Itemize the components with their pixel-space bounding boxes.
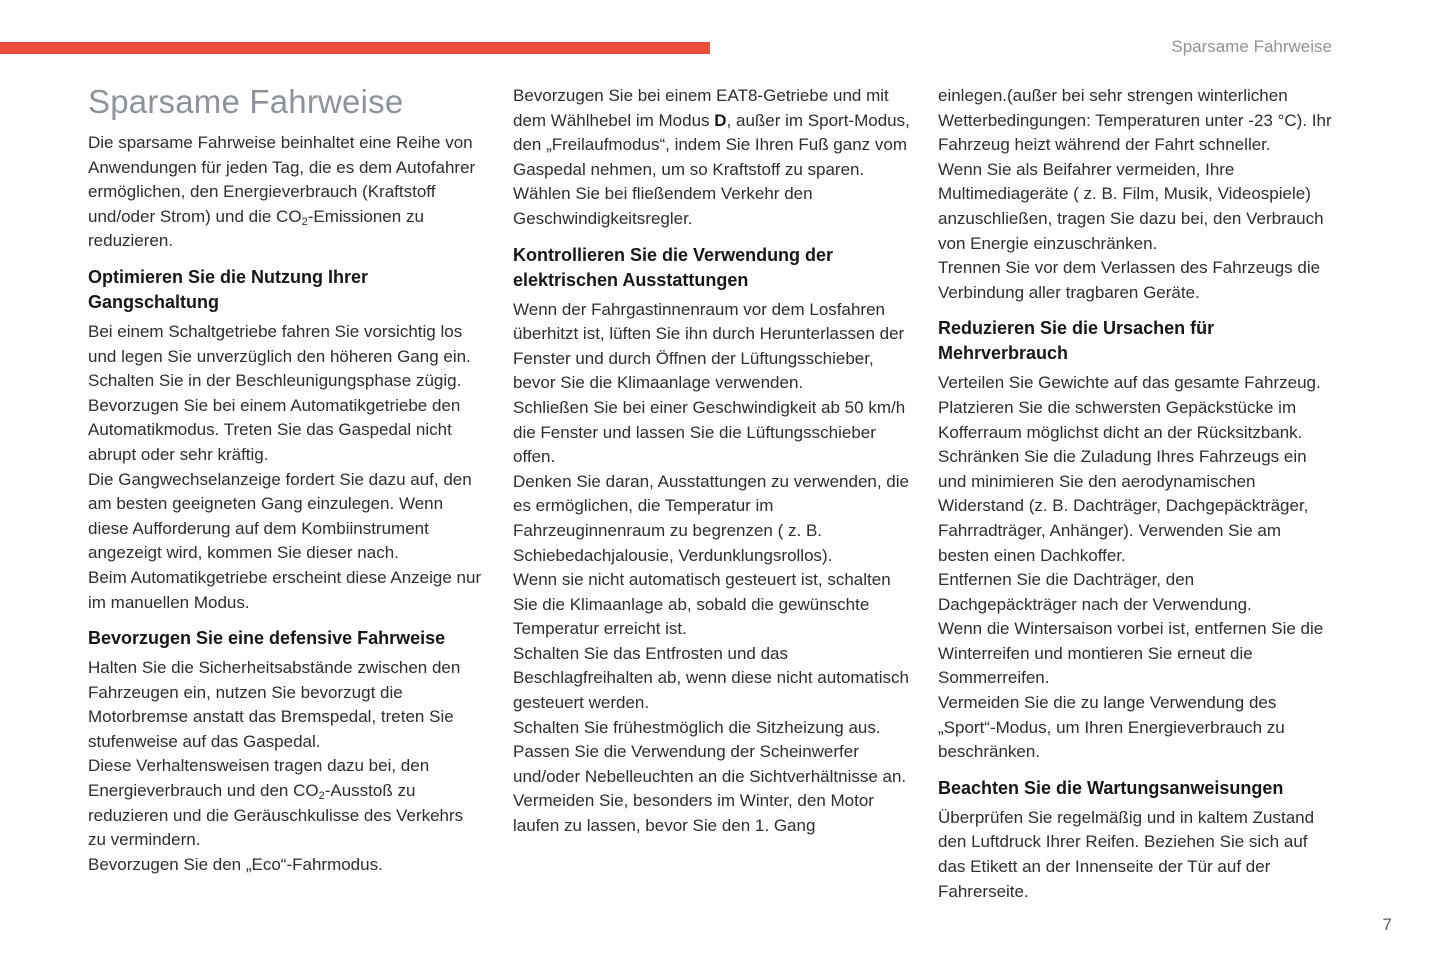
- page-title: Sparsame Fahrweise: [88, 83, 404, 120]
- column-1: [88, 84, 485, 904]
- column-3: [938, 84, 1335, 904]
- section-heading-overconsumption: Reduzieren Sie die Ursachen für Mehrverbrauch: [938, 318, 1215, 364]
- accent-bar: [0, 42, 710, 54]
- running-header: Sparsame Fahrweise: [1171, 37, 1332, 56]
- section-heading-defensive-driving: Bevorzugen Sie eine defensive Fahrweise: [88, 628, 446, 649]
- paragraph-gear-usage: Bei einem Schaltgetriebe fahren Sie vorsichtig los und legen Sie unverzüglich den höheren Gang ein. Schalten Sie in der Beschleunigungsphase zügig. Bevorzugen Sie bei einem Automatikgetriebe den Automatikmodus. Treten Sie das Gaspedal nicht abrupt oder sehr kräftig. Die Gangwechselanzeige fordert Sie dazu auf, den am besten geeigneten Gang einzulegen. Wenn diese Aufforderung auf dem Kombiinstrument angezeigt wird, kommen Sie dieser nach. Beim Automatikgetriebe erscheint diese Anzeige nur im manuellen Modus.: [88, 321, 482, 612]
- page-number: 7: [1382, 915, 1392, 934]
- page-content: [88, 84, 1334, 904]
- paragraph-intro: Die sparsame Fahrweise beinhaltet eine Reihe von Anwendungen für jeden Tag, die es dem Autofahrer ermöglichen, den Energieverbrauch (Kraftstoff und/oder Strom) und die $CO_2$-Emissionen zu reduzieren.: [88, 133, 476, 251]
- paragraph-overconsumption: Verteilen Sie Gewichte auf das gesamte Fahrzeug. Platzieren Sie die schwersten Gepäckstücke im Kofferraum möglichst dicht an der Rücksitzbank. Schränken Sie die Zuladung Ihres Fahrzeugs ein und minimieren Sie den aerodynamischen Widerstand (z. B. Dachträger, Dachgepäckträger, Fahrradträger, Anhänger). Verwenden Sie am besten einen Dachkoffer. Entfernen Sie die Dachträger, den Dachgepäckträger nach der Verwendung. Wenn die Wintersaison vorbei ist, entfernen Sie die Winterreifen und montieren Sie erneut die Sommerreifen. Vermeiden Sie die zu lange Verwendung des „Sport“-Modus, um Ihren Energieverbrauch zu beschränken.: [938, 373, 1324, 762]
- paragraph-electrical-equipment-continued: einlegen.(außer bei sehr strengen winterlichen Wetterbedingungen: Temperaturen unter -23 °C). Ihr Fahrzeug heizt während der Fahrt schneller. Wenn Sie als Beifahrer vermeiden, Ihre Multimediageräte ( z. B. Film, Musik, Videospiele) anzuschließen, tragen Sie dazu bei, den Verbrauch von Energie einzuschränken. Trennen Sie vor dem Verlassen des Fahrzeugs die Verbindung aller tragbaren Geräte.: [938, 86, 1332, 302]
- section-heading-electrical-equipment: Kontrollieren Sie die Verwendung der elektrischen Ausstattungen: [513, 244, 834, 290]
- section-heading-maintenance: Beachten Sie die Wartungsanweisungen: [938, 777, 1284, 798]
- paragraph-electrical-equipment: Wenn der Fahrgastinnenraum vor dem Losfahren überhitzt ist, lüften Sie ihn durch Herunterlassen der Fenster und durch Öffnen der Lüftungsschieber, bevor Sie die Klimaanlage verwenden. Schließen Sie bei einer Geschwindigkeit ab 50 km/h die Fenster und lassen Sie die Lüftungsschieber offen. Denken Sie daran, Ausstattungen zu verwenden, die es ermöglichen, die Temperatur im Fahrzeuginnenraum zu begrenzen ( z. B. Schiebedachjalousie, Verdunklungsrollos). Wenn sie nicht automatisch gesteuert ist, schalten Sie die Klimaanlage ab, sobald die gewünschte Temperatur erreicht ist. Schalten Sie das Entfrosten und das Beschlagfreihalten ab, wenn diese nicht automatisch gesteuert werden. Schalten Sie frühestmöglich die Sitzheizung aus. Passen Sie die Verwendung der Scheinwerfer und/oder Nebelleuchten an die Sichtverhältnisse an. Vermeiden Sie, besonders im Winter, den Motor laufen zu lassen, bevor Sie den 1. Gang: [513, 299, 909, 836]
- paragraph-maintenance: Überprüfen Sie regelmäßig und in kaltem Zustand den Luftdruck Ihrer Reifen. Beziehen Sie sich auf das Etikett an der Innenseite der Tür auf der Fahrerseite.: [938, 807, 1315, 901]
- column-2: [513, 84, 910, 904]
- paragraph-defensive-driving: Halten Sie die Sicherheitsabstände zwischen den Fahrzeugen ein, nutzen Sie bevorzugt die Motorbremse anstatt das Bremspedal, treten Sie stufenweise auf das Gaspedal. Diese Verhaltensweisen tragen dazu bei, den Energieverbrauch und den $CO_2$-Ausstoß zu reduzieren und die Geräuschkulisse des Verkehrs zu vermindern. Bevorzugen Sie den „Eco“-Fahrmodus.: [88, 658, 464, 874]
- paragraph-eat8-gearbox: Bevorzugen Sie bei einem EAT8-Getriebe und mit dem Wählhebel im Modus D, außer im Sport-Modus, den „Freilaufmodus“, indem Sie Ihren Fuß ganz vom Gaspedal nehmen, um so Kraftstoff zu sparen. Wählen Sie bei fließendem Verkehr den Geschwindigkeitsregler.: [513, 86, 910, 228]
- section-heading-gear-usage: Optimieren Sie die Nutzung Ihrer Gangschaltung: [88, 266, 369, 312]
